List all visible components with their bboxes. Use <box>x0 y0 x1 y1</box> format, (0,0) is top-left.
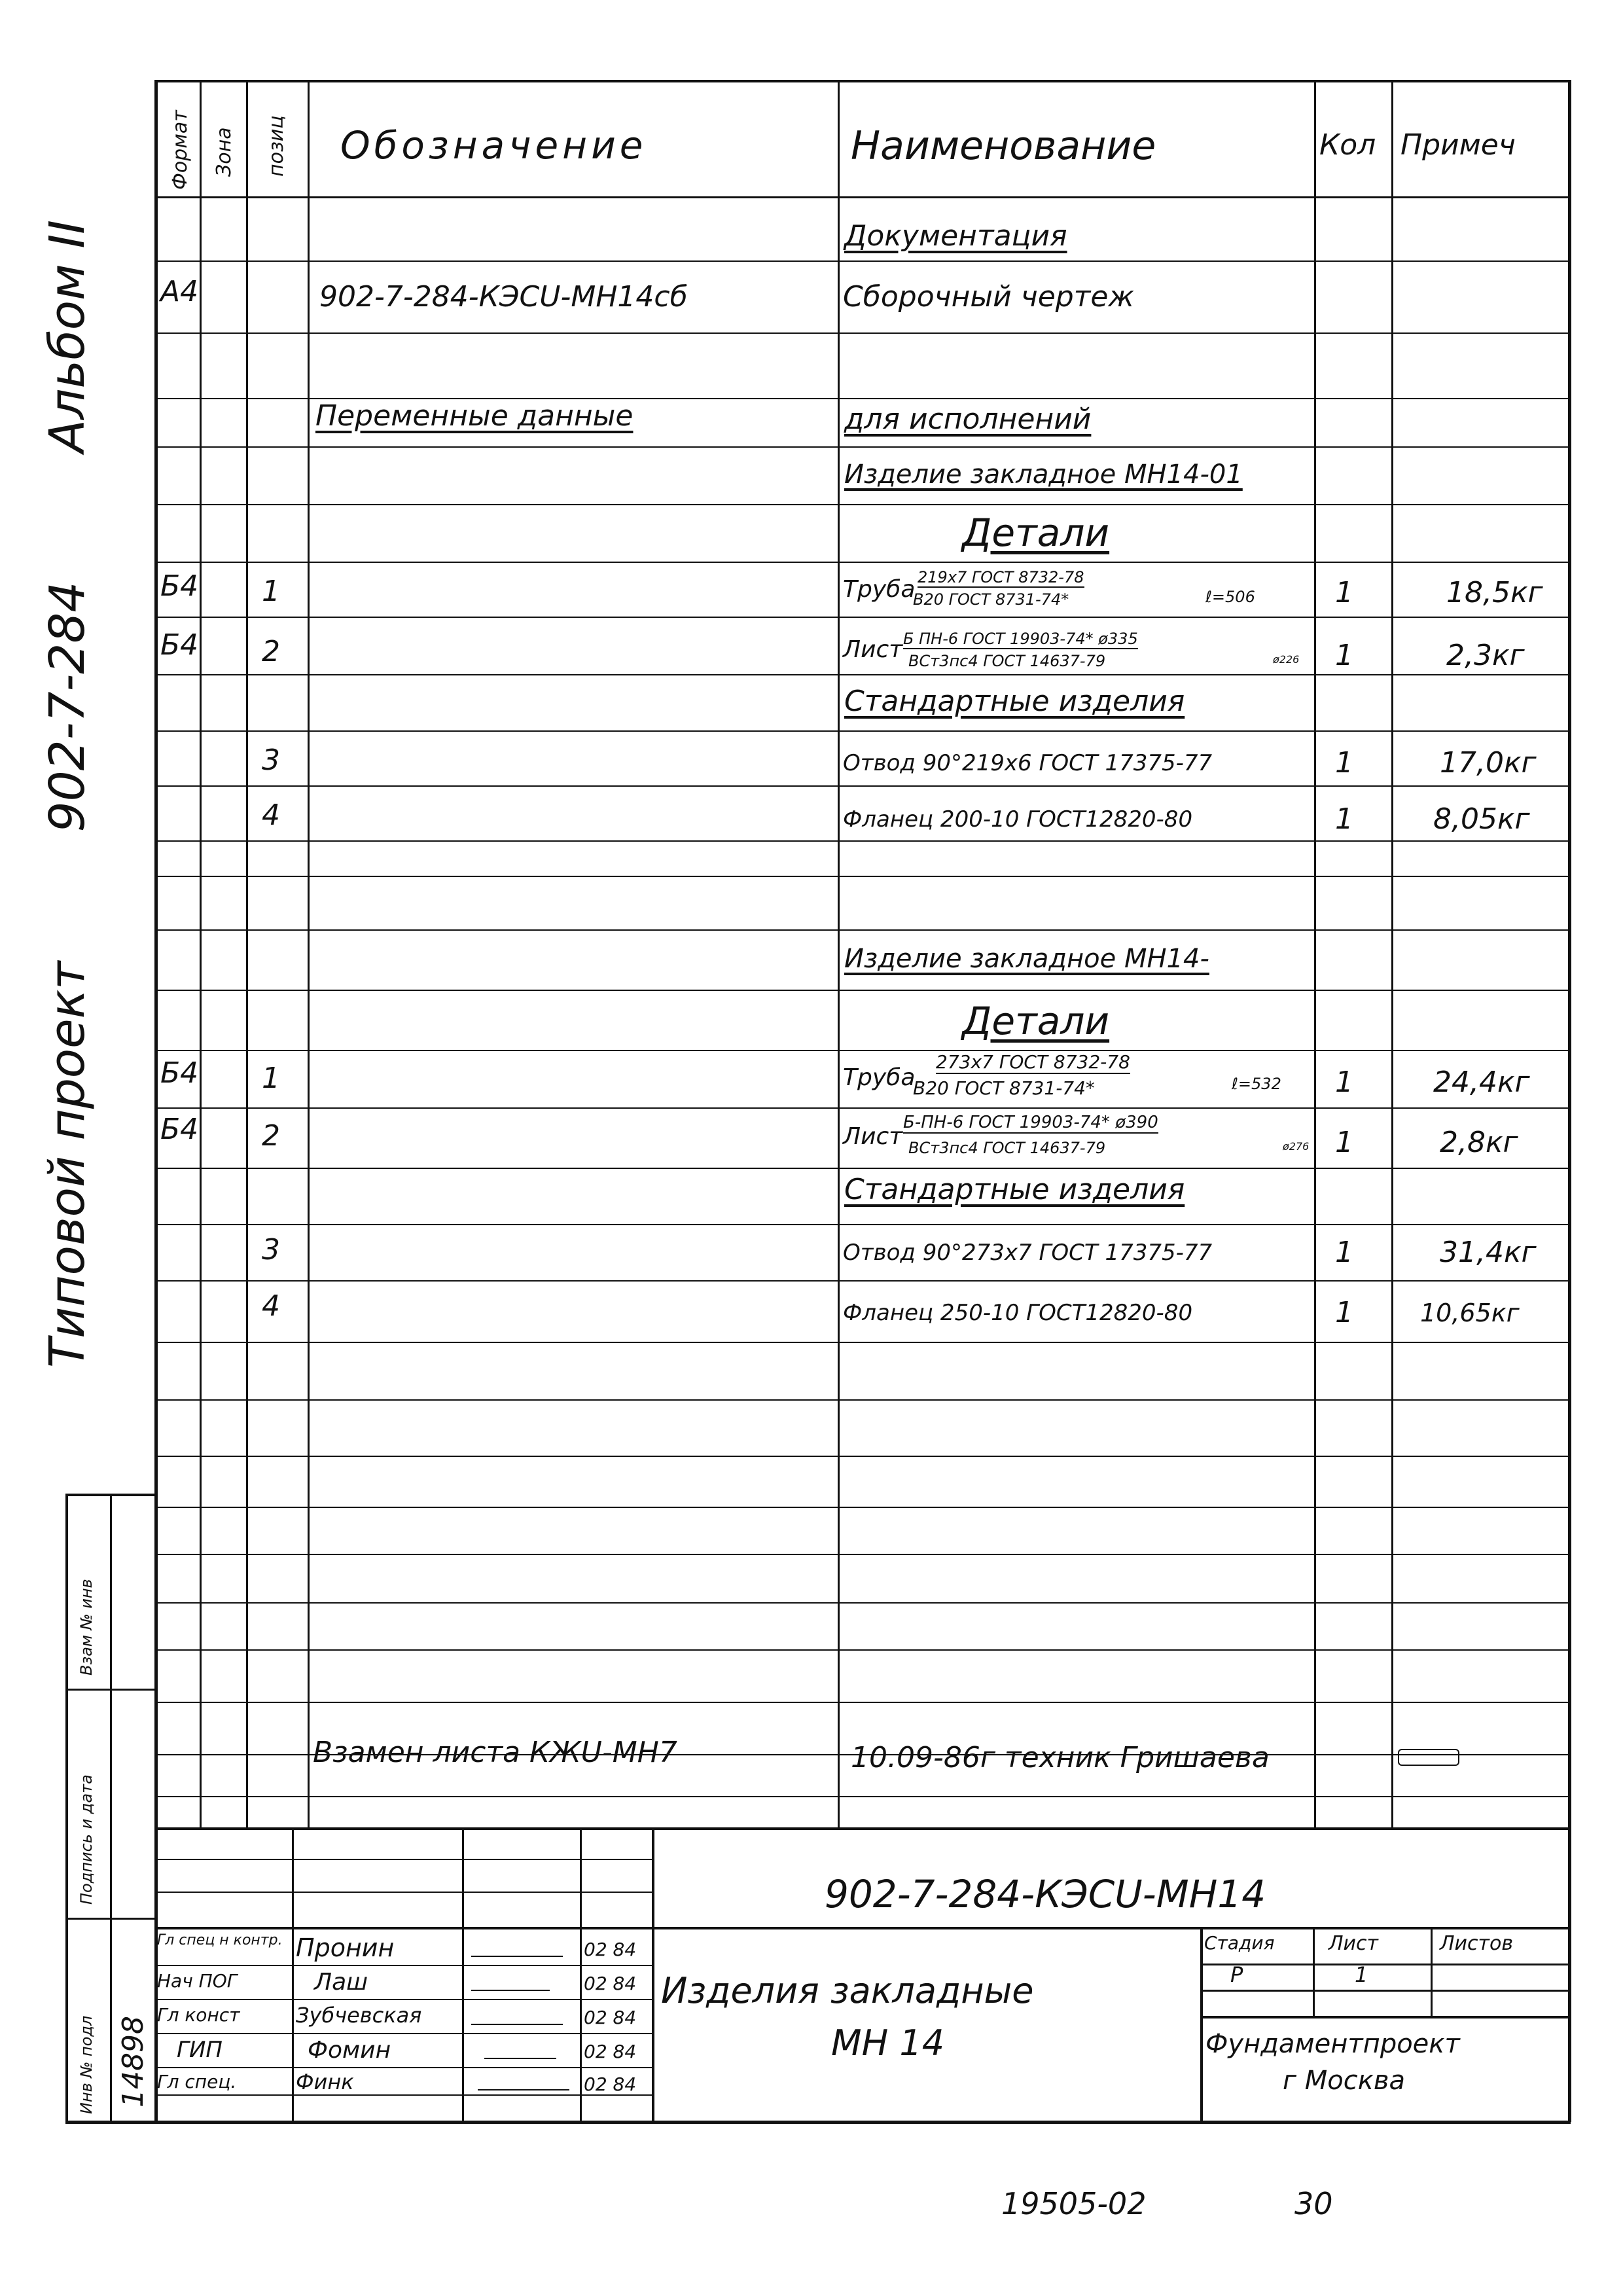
i1-weight-3: 17,0кг <box>1440 746 1537 780</box>
header-designation: Обозначение <box>340 123 647 168</box>
i1-qty-2: 1 <box>1335 639 1353 672</box>
row-line <box>154 1507 1571 1508</box>
doc-name: Сборочный чертеж <box>843 280 1135 314</box>
i1-name1-len: ℓ=506 <box>1205 588 1255 606</box>
i1-pos-3: 3 <box>262 744 280 777</box>
i1-name2-ext: ø226 <box>1273 653 1300 666</box>
variable-data-right: для исполнений <box>844 403 1092 436</box>
i2-name2-pre: Лист <box>843 1123 903 1150</box>
tb-stage-value: Р <box>1230 1962 1243 1987</box>
col-sep-1 <box>200 80 202 1827</box>
row-line <box>154 1554 1571 1555</box>
strip-div-2 <box>65 1918 157 1920</box>
tb-vline <box>1313 1927 1315 2017</box>
tb-title-2: МН 14 <box>831 2022 945 2064</box>
i1-weight-1: 18,5кг <box>1446 576 1543 609</box>
doc-format: А4 <box>160 275 199 308</box>
signature <box>471 2011 563 2025</box>
side-project-title <box>39 220 96 1368</box>
staff-date: 02 84 <box>584 2073 637 2095</box>
tb-line <box>1200 2016 1571 2018</box>
signature-grishaeva <box>1398 1749 1459 1766</box>
row-line <box>154 990 1571 991</box>
strip-top <box>65 1494 157 1496</box>
i2-pos-2: 2 <box>262 1119 280 1153</box>
item2-title: Изделие закладное МН14- <box>844 944 1209 974</box>
row-line <box>154 1827 1571 1830</box>
i2-weight-1: 24,4кг <box>1433 1066 1530 1099</box>
i1-name1-bot: В20 ГОСТ 8731-74* <box>913 590 1069 609</box>
i1-format-2: Б4 <box>160 628 199 662</box>
i1-format-1: Б4 <box>160 569 199 603</box>
staff-role: Нач ПОГ <box>157 1970 238 1992</box>
row-line <box>154 1224 1571 1225</box>
section-documentation: Документация <box>844 219 1067 253</box>
i2-name2-top: Б-ПН-6 ГОСТ 19903-74* ø390 <box>903 1113 1158 1132</box>
strip-inv-orig: Инв № подл <box>77 2015 96 2114</box>
row-line <box>154 1399 1571 1401</box>
row-line <box>154 1168 1571 1169</box>
signature <box>478 2076 569 2090</box>
replace-note-left: Взамен листа КЖU-МН7 <box>313 1736 677 1769</box>
tb-line <box>1200 1990 1571 1992</box>
frame-bottom <box>65 2121 1571 2124</box>
header-format: Формат <box>169 110 192 190</box>
staff-date: 02 84 <box>584 2041 637 2062</box>
i1-qty-1: 1 <box>1335 576 1353 609</box>
tb-line <box>1200 1964 1571 1965</box>
i2-pos-3: 3 <box>262 1233 280 1266</box>
strip-inv-value: 14898 <box>116 2016 150 2108</box>
i2-format-2: Б4 <box>160 1113 199 1146</box>
signature <box>471 1977 550 1991</box>
i1-name1-top: 219x7 ГОСТ 8732-78 <box>918 568 1084 586</box>
staff-name: Пронин <box>296 1933 395 1962</box>
variable-data-left: Переменные данные <box>315 399 633 433</box>
strip-mid <box>110 1494 112 2122</box>
signature <box>484 2045 556 2059</box>
row-line <box>154 1107 1571 1109</box>
item1-title: Изделие закладное МН14-01 <box>844 459 1243 490</box>
staff-name: Зубчевская <box>296 2003 422 2028</box>
item2-details: Детали <box>962 999 1110 1043</box>
row-line <box>154 1702 1571 1703</box>
staff-name: Фомин <box>308 2037 391 2064</box>
row-line <box>154 1649 1571 1651</box>
frame-top <box>154 80 1571 82</box>
i2-name1-pre: Труба <box>843 1064 916 1091</box>
i2-name-4: Фланец 250-10 ГОСТ12820-80 <box>843 1300 1193 1326</box>
tb-vline <box>580 1830 582 2122</box>
item1-details: Детали <box>962 511 1110 555</box>
row-line <box>154 1456 1571 1457</box>
strip-vzam: Взам № инв <box>77 1579 96 1676</box>
tb-line <box>154 2033 652 2034</box>
i2-qty-3: 1 <box>1335 1236 1353 1269</box>
header-note: Примеч <box>1400 128 1516 162</box>
tb-vline <box>1431 1927 1433 2017</box>
tb-line <box>154 1965 652 1966</box>
i2-weight-4: 10,65кг <box>1420 1299 1520 1327</box>
doc-designation: 902-7-284-КЭСU-МН14сб <box>319 280 688 314</box>
i1-pos-4: 4 <box>262 798 280 832</box>
strip-div-1 <box>65 1689 157 1691</box>
i2-qty-4: 1 <box>1335 1296 1353 1329</box>
col-sep-3 <box>308 80 310 1827</box>
row-line <box>154 1602 1571 1604</box>
row-line <box>154 674 1571 675</box>
i1-name1-pre: Труба <box>843 576 916 603</box>
staff-role: Гл спец. <box>157 2071 237 2092</box>
i2-weight-3: 31,4кг <box>1440 1236 1537 1269</box>
staff-role: ГИП <box>177 2037 223 2063</box>
i1-pos-1: 1 <box>262 575 280 608</box>
i2-format-1: Б4 <box>160 1056 199 1090</box>
i2-weight-2: 2,8кг <box>1440 1126 1518 1159</box>
row-line <box>154 730 1571 732</box>
i2-pos-1: 1 <box>262 1062 280 1095</box>
tb-line <box>154 1927 1571 1929</box>
header-qty: Кол <box>1319 128 1376 162</box>
strip-left <box>65 1494 68 2122</box>
tb-line <box>154 1892 652 1893</box>
i2-name2-bot: ВСт3пс4 ГОСТ 14637-79 <box>908 1139 1106 1157</box>
tb-org-2: г Москва <box>1283 2066 1405 2096</box>
col-sep-2 <box>246 80 248 1827</box>
staff-name: Финк <box>296 2070 354 2094</box>
row-line <box>154 1342 1571 1343</box>
i1-weight-4: 8,05кг <box>1433 802 1530 836</box>
staff-date: 02 84 <box>584 1939 637 1960</box>
side-project: Типовой проект <box>39 961 96 1368</box>
row-line <box>154 332 1571 334</box>
i1-name-4: Фланец 200-10 ГОСТ12820-80 <box>843 806 1193 833</box>
tb-code: 902-7-284-КЭСU-МН14 <box>825 1872 1266 1916</box>
row-line <box>154 876 1571 877</box>
row-line <box>154 840 1571 842</box>
footer-code: 19505-02 <box>1001 2186 1147 2221</box>
header-bottom <box>154 196 1571 198</box>
row-line <box>154 260 1571 262</box>
i2-name1-len: ℓ=532 <box>1232 1075 1281 1093</box>
side-album: Альбом II <box>39 220 96 453</box>
i2-qty-2: 1 <box>1335 1126 1353 1159</box>
i1-name2-bot: ВСт3пс4 ГОСТ 14637-79 <box>908 652 1106 670</box>
tb-title-1: Изделия закладные <box>661 1970 1034 2011</box>
tb-line <box>154 1999 652 2000</box>
row-line <box>154 1280 1571 1282</box>
replace-note-right: 10.09-86г техник Гришаева <box>851 1741 1270 1774</box>
i2-name1-top: 273x7 ГОСТ 8732-78 <box>936 1051 1130 1073</box>
frame-right <box>1568 80 1571 2122</box>
i1-weight-2: 2,3кг <box>1446 639 1525 672</box>
tb-line <box>154 2067 652 2068</box>
row-line <box>154 1796 1571 1797</box>
tb-stage-label: Стадия <box>1204 1932 1275 1954</box>
row-line <box>154 446 1571 448</box>
i1-qty-4: 1 <box>1335 802 1353 836</box>
i1-name-3: Отвод 90°219x6 ГОСТ 17375-77 <box>843 750 1213 776</box>
tb-vline <box>292 1830 294 2122</box>
i1-name2-top: Б ПН-6 ГОСТ 19903-74* ø335 <box>903 630 1138 648</box>
row-line <box>154 1050 1571 1051</box>
i1-pos-2: 2 <box>262 635 280 668</box>
header-name: Наименование <box>851 123 1156 169</box>
row-line <box>154 785 1571 787</box>
i2-name2-ext: ø276 <box>1283 1140 1310 1153</box>
staff-date: 02 84 <box>584 1973 637 1994</box>
i2-qty-1: 1 <box>1335 1066 1353 1099</box>
row-line <box>154 504 1571 505</box>
row-line <box>154 562 1571 563</box>
staff-name: Лаш <box>314 1969 368 1996</box>
frame-left <box>154 80 158 2122</box>
tb-vline <box>462 1830 464 2122</box>
col-sep-6 <box>1391 80 1393 1827</box>
signature <box>471 1943 563 1957</box>
tb-sheet-label: Лист <box>1329 1932 1379 1955</box>
item1-standard: Стандартные изделия <box>844 685 1185 718</box>
i1-name2-pre: Лист <box>843 636 903 663</box>
row-line <box>154 617 1571 618</box>
col-sep-5 <box>1314 80 1316 1827</box>
staff-date: 02 84 <box>584 2007 637 2028</box>
header-zone: Зона <box>213 127 236 177</box>
tb-sheet-value: 1 <box>1355 1962 1368 1987</box>
header-pos: позиц <box>265 115 288 177</box>
item2-standard: Стандартные изделия <box>844 1173 1185 1206</box>
strip-sign-date: Подпись и дата <box>77 1774 96 1905</box>
side-number: 902-7-284 <box>39 581 96 833</box>
staff-role: Гл спец н контр. <box>157 1932 283 1948</box>
tb-sheets-label: Листов <box>1440 1932 1514 1955</box>
staff-role: Гл конст <box>157 2004 240 2026</box>
tb-line <box>154 1859 652 1860</box>
tb-vline <box>1200 1927 1203 2122</box>
tb-org-1: Фундаментпроект <box>1205 2029 1460 2059</box>
i2-name-3: Отвод 90°273x7 ГОСТ 17375-77 <box>843 1240 1213 1266</box>
row-line <box>154 929 1571 931</box>
tb-vline <box>652 1830 654 2122</box>
footer-page: 30 <box>1294 2186 1333 2221</box>
tb-line <box>154 2094 652 2096</box>
col-sep-4 <box>838 80 840 1827</box>
i1-qty-3: 1 <box>1335 746 1353 780</box>
i2-pos-4: 4 <box>262 1289 280 1323</box>
i2-name1-bot: В20 ГОСТ 8731-74* <box>913 1077 1095 1099</box>
